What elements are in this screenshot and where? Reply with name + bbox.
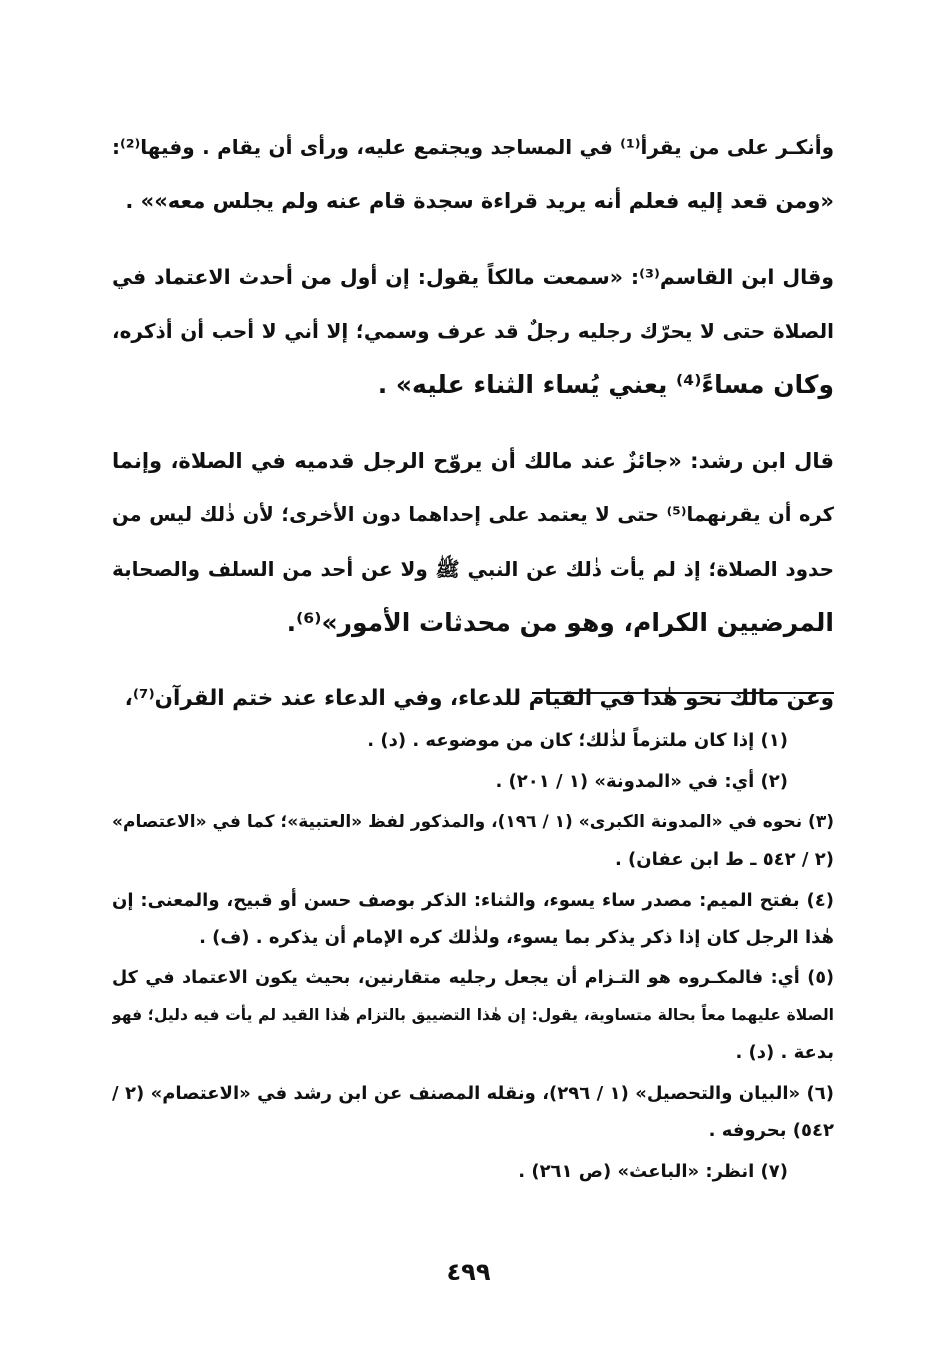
footnote-line: ٥٤٢) بحروفه . xyxy=(708,1120,834,1141)
paragraph xyxy=(112,120,834,228)
footnote xyxy=(112,1075,834,1149)
footnote-line: (٤) بفتح الميم: مصدر ساء يسوء، والثناء: الذكر بوصف حسن أو قبيح، والمعنى: إن xyxy=(112,890,834,911)
paragraph xyxy=(112,250,834,412)
text-line: «ومن قعد إليه فعلم أنه يريد قراءة سجدة قام عنه ولم يجلس معه»» . xyxy=(125,189,834,213)
footnote xyxy=(112,722,834,759)
footnote-line: (١) إذا كان ملتزماً لذٰلك؛ كان من موضوعه . (د) . xyxy=(367,730,788,751)
footnote xyxy=(112,763,834,800)
footnote-line: (٥) أي: فالمكـروه هو التـزام أن يجعل رجليه متقارنين، بحيث يكون الاعتماد في كل xyxy=(112,968,834,988)
footnote xyxy=(112,960,834,1071)
text-line: الصلاة حتى لا يحرّك رجليه رجلٌ قد عرف وسمي؛ إلا أني لا أحب أن أذكره، xyxy=(112,319,834,343)
paragraph xyxy=(112,434,834,650)
page-number: ٤٩٩ xyxy=(446,1258,491,1286)
footnote-separator xyxy=(532,692,834,694)
footnote xyxy=(112,882,834,956)
text-line: المرضيين الكرام، وهو من محدثات الأمور»⁽⁶⁾. xyxy=(286,608,834,637)
text-line: وعن مالك نحو هٰذا في القيام للدعاء، وفي الدعاء عند ختم القرآن⁽⁷⁾، xyxy=(124,686,834,711)
footnote-line: (٦) «البيان والتحصيل» (١ / ٢٩٦)، ونقله المصنف عن ابن رشد في «الاعتصام» (٢ / xyxy=(112,1083,834,1104)
footnote xyxy=(112,1153,834,1190)
footnotes xyxy=(112,722,834,1190)
footnote-line: هٰذا الرجل كان إذا ذكر يذكر بما يسوء، ولذٰلك كره الإمام أن يذكره . (ف) . xyxy=(199,927,834,948)
footnote-line: الصلاة عليهما معاً بحالة متساوية، يقول: إن هٰذا التضييق بالتزام هٰذا القيد لم يأت فيه دليل؛ فهو xyxy=(112,1006,834,1024)
footnote xyxy=(112,804,834,878)
footnote-line: بدعة . (د) . xyxy=(735,1042,834,1063)
paragraph xyxy=(112,672,834,726)
footnote-line: (٢ / ٥٤٢ ـ ط ابن عفان) . xyxy=(614,849,834,870)
text-line: وكان مساءً⁽⁴⁾ يعني يُساء الثناء عليه» . xyxy=(377,370,834,399)
text-line: وأنكـر على من يقرأ⁽¹⁾ في المساجد ويجتمع عليه، ورأى أن يقام . وفيها⁽²⁾: xyxy=(112,135,834,159)
text-line: قال ابن رشد: «جائزٌ عند مالك أن يروّح الرجل قدميه في الصلاة، وإنما xyxy=(112,449,834,473)
text-line: حدود الصلاة؛ إذ لم يأت ذٰلك عن النبي ﷺ ولا عن أحد من السلف والصحابة xyxy=(112,557,834,581)
text-line: كره أن يقرنهما⁽⁵⁾ حتى لا يعتمد على إحداهما دون الأخرى؛ لأن ذٰلك ليس من xyxy=(112,503,834,526)
footnote-line: (٢) أي: في «المدونة» (١ / ٢٠١) . xyxy=(495,771,788,792)
footnote-line: (٧) انظر: «الباعث» (ص ٢٦١) . xyxy=(518,1161,788,1182)
main-text xyxy=(112,120,834,726)
text-line: وقال ابن القاسم⁽³⁾: «سمعت مالكاً يقول: إن أول من أحدث الاعتماد في xyxy=(112,265,834,289)
footnote-line: (٣) نحوه في «المدونة الكبرى» (١ / ١٩٦)، والمذكور لفظ «العتبية»؛ كما في «الاعتصام» xyxy=(112,812,834,832)
